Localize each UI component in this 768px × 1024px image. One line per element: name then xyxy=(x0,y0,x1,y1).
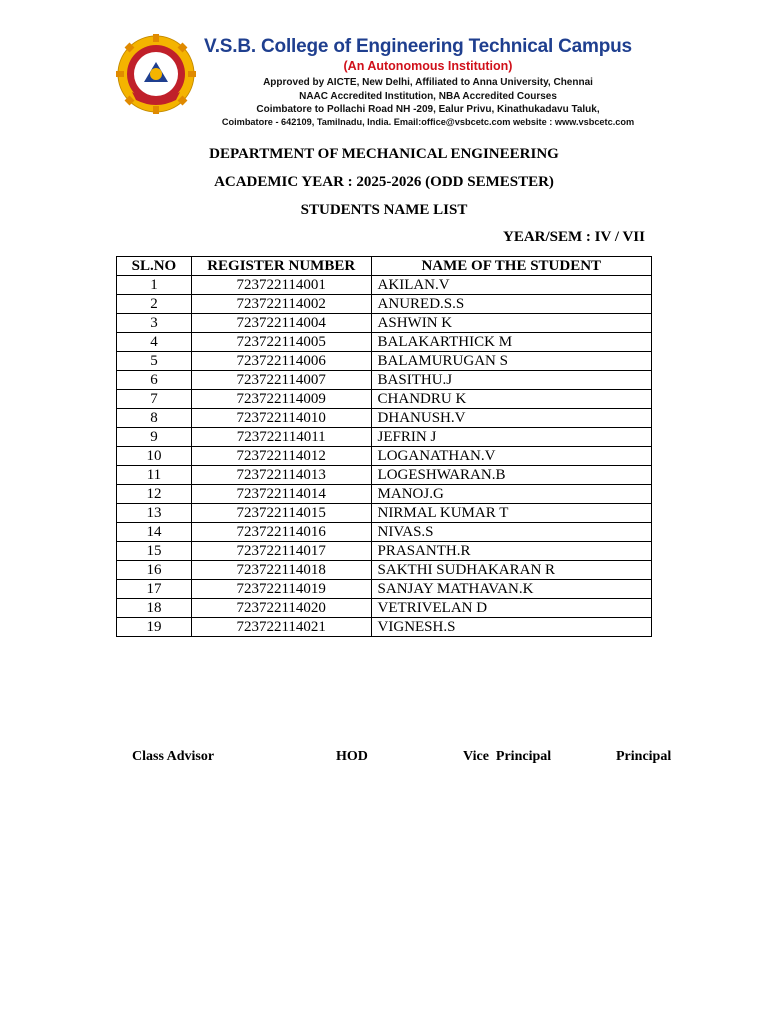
signature-class-advisor: Class Advisor xyxy=(132,749,215,764)
year-sem-label: YEAR/SEM : IV / VII xyxy=(503,229,645,245)
cell-sl-no: 9 xyxy=(117,428,192,447)
students-table xyxy=(116,256,652,637)
table-row xyxy=(117,390,652,409)
table-row xyxy=(117,542,652,561)
accreditation-line: NAAC Accredited Institution, NBA Accredited Courses xyxy=(299,91,557,102)
table-row xyxy=(117,333,652,352)
cell-register-number: 723722114013 xyxy=(191,466,371,485)
table-row xyxy=(117,447,652,466)
letterhead xyxy=(112,30,652,134)
cell-sl-no: 16 xyxy=(117,561,192,580)
cell-register-number: 723722114019 xyxy=(191,580,371,599)
cell-sl-no: 10 xyxy=(117,447,192,466)
cell-sl-no: 18 xyxy=(117,599,192,618)
academic-year-title: ACADEMIC YEAR : 2025-2026 (ODD SEMESTER) xyxy=(214,174,554,190)
cell-sl-no: 17 xyxy=(117,580,192,599)
cell-sl-no: 19 xyxy=(117,618,192,637)
table-row xyxy=(117,428,652,447)
cell-student-name: LOGANATHAN.V xyxy=(371,447,651,466)
cell-student-name: ANURED.S.S xyxy=(371,295,651,314)
cell-register-number: 723722114004 xyxy=(191,314,371,333)
cell-student-name: LOGESHWARAN.B xyxy=(371,466,651,485)
cell-register-number: 723722114009 xyxy=(191,390,371,409)
cell-sl-no: 5 xyxy=(117,352,192,371)
table-row xyxy=(117,295,652,314)
cell-sl-no: 11 xyxy=(117,466,192,485)
cell-sl-no: 15 xyxy=(117,542,192,561)
cell-student-name: CHANDRU K xyxy=(371,390,651,409)
cell-sl-no: 13 xyxy=(117,504,192,523)
cell-student-name: VIGNESH.S xyxy=(371,618,651,637)
table-row xyxy=(117,314,652,333)
cell-sl-no: 4 xyxy=(117,333,192,352)
table-row xyxy=(117,276,652,295)
signature-principal: Principal xyxy=(616,749,672,764)
cell-register-number: 723722114017 xyxy=(191,542,371,561)
cell-register-number: 723722114007 xyxy=(191,371,371,390)
cell-sl-no: 3 xyxy=(117,314,192,333)
cell-student-name: BALAMURUGAN S xyxy=(371,352,651,371)
table-row xyxy=(117,618,652,637)
department-title: DEPARTMENT OF MECHANICAL ENGINEERING xyxy=(209,146,559,162)
table-row xyxy=(117,485,652,504)
cell-register-number: 723722114005 xyxy=(191,333,371,352)
college-emblem-logo xyxy=(116,34,196,114)
table-row xyxy=(117,523,652,542)
cell-sl-no: 8 xyxy=(117,409,192,428)
cell-student-name: PRASANTH.R xyxy=(371,542,651,561)
list-title: STUDENTS NAME LIST xyxy=(300,202,468,218)
cell-register-number: 723722114010 xyxy=(191,409,371,428)
cell-register-number: 723722114016 xyxy=(191,523,371,542)
cell-register-number: 723722114014 xyxy=(191,485,371,504)
cell-register-number: 723722114011 xyxy=(191,428,371,447)
table-row xyxy=(117,466,652,485)
header-sl-no: SL.NO xyxy=(117,257,192,276)
cell-register-number: 723722114002 xyxy=(191,295,371,314)
cell-sl-no: 6 xyxy=(117,371,192,390)
cell-register-number: 723722114012 xyxy=(191,447,371,466)
header-register-number: REGISTER NUMBER xyxy=(191,257,371,276)
table-row xyxy=(117,561,652,580)
cell-student-name: MANOJ.G xyxy=(371,485,651,504)
cell-sl-no: 1 xyxy=(117,276,192,295)
cell-student-name: BALAKARTHICK M xyxy=(371,333,651,352)
cell-student-name: NIRMAL KUMAR T xyxy=(371,504,651,523)
cell-register-number: 723722114018 xyxy=(191,561,371,580)
table-row xyxy=(117,504,652,523)
autonomous-status: (An Autonomous Institution) xyxy=(343,59,513,73)
cell-register-number: 723722114001 xyxy=(191,276,371,295)
table-row xyxy=(117,409,652,428)
cell-sl-no: 2 xyxy=(117,295,192,314)
signature-hod: HOD xyxy=(336,749,368,764)
cell-student-name: NIVAS.S xyxy=(371,523,651,542)
cell-register-number: 723722114015 xyxy=(191,504,371,523)
cell-register-number: 723722114006 xyxy=(191,352,371,371)
cell-student-name: VETRIVELAN D xyxy=(371,599,651,618)
cell-student-name: AKILAN.V xyxy=(371,276,651,295)
signature-vice-principal: Vice Principal xyxy=(463,749,552,764)
address-line-1: Coimbatore to Pollachi Road NH -209, Ealur Privu, Kinathukadavu Taluk, xyxy=(256,104,600,115)
table-row xyxy=(117,352,652,371)
cell-register-number: 723722114021 xyxy=(191,618,371,637)
cell-sl-no: 14 xyxy=(117,523,192,542)
cell-student-name: DHANUSH.V xyxy=(371,409,651,428)
cell-register-number: 723722114020 xyxy=(191,599,371,618)
cell-student-name: SAKTHI SUDHAKARAN R xyxy=(371,561,651,580)
cell-sl-no: 7 xyxy=(117,390,192,409)
college-name: V.S.B. College of Engineering Technical Campus xyxy=(204,36,632,57)
address-line-2: Coimbatore - 642109, Tamilnadu, India. Email:office@vsbcetc.com website : www.vsbcetc.com xyxy=(221,117,635,127)
table-row xyxy=(117,599,652,618)
cell-student-name: BASITHU.J xyxy=(371,371,651,390)
cell-student-name: ASHWIN K xyxy=(371,314,651,333)
approval-line: Approved by AICTE, New Delhi, Affiliated to Anna University, Chennai xyxy=(263,77,593,88)
cell-sl-no: 12 xyxy=(117,485,192,504)
header-student-name: NAME OF THE STUDENT xyxy=(371,257,651,276)
cell-student-name: SANJAY MATHAVAN.K xyxy=(371,580,651,599)
table-row xyxy=(117,371,652,390)
cell-student-name: JEFRIN J xyxy=(371,428,651,447)
table-header-row xyxy=(117,257,652,276)
table-row xyxy=(117,580,652,599)
